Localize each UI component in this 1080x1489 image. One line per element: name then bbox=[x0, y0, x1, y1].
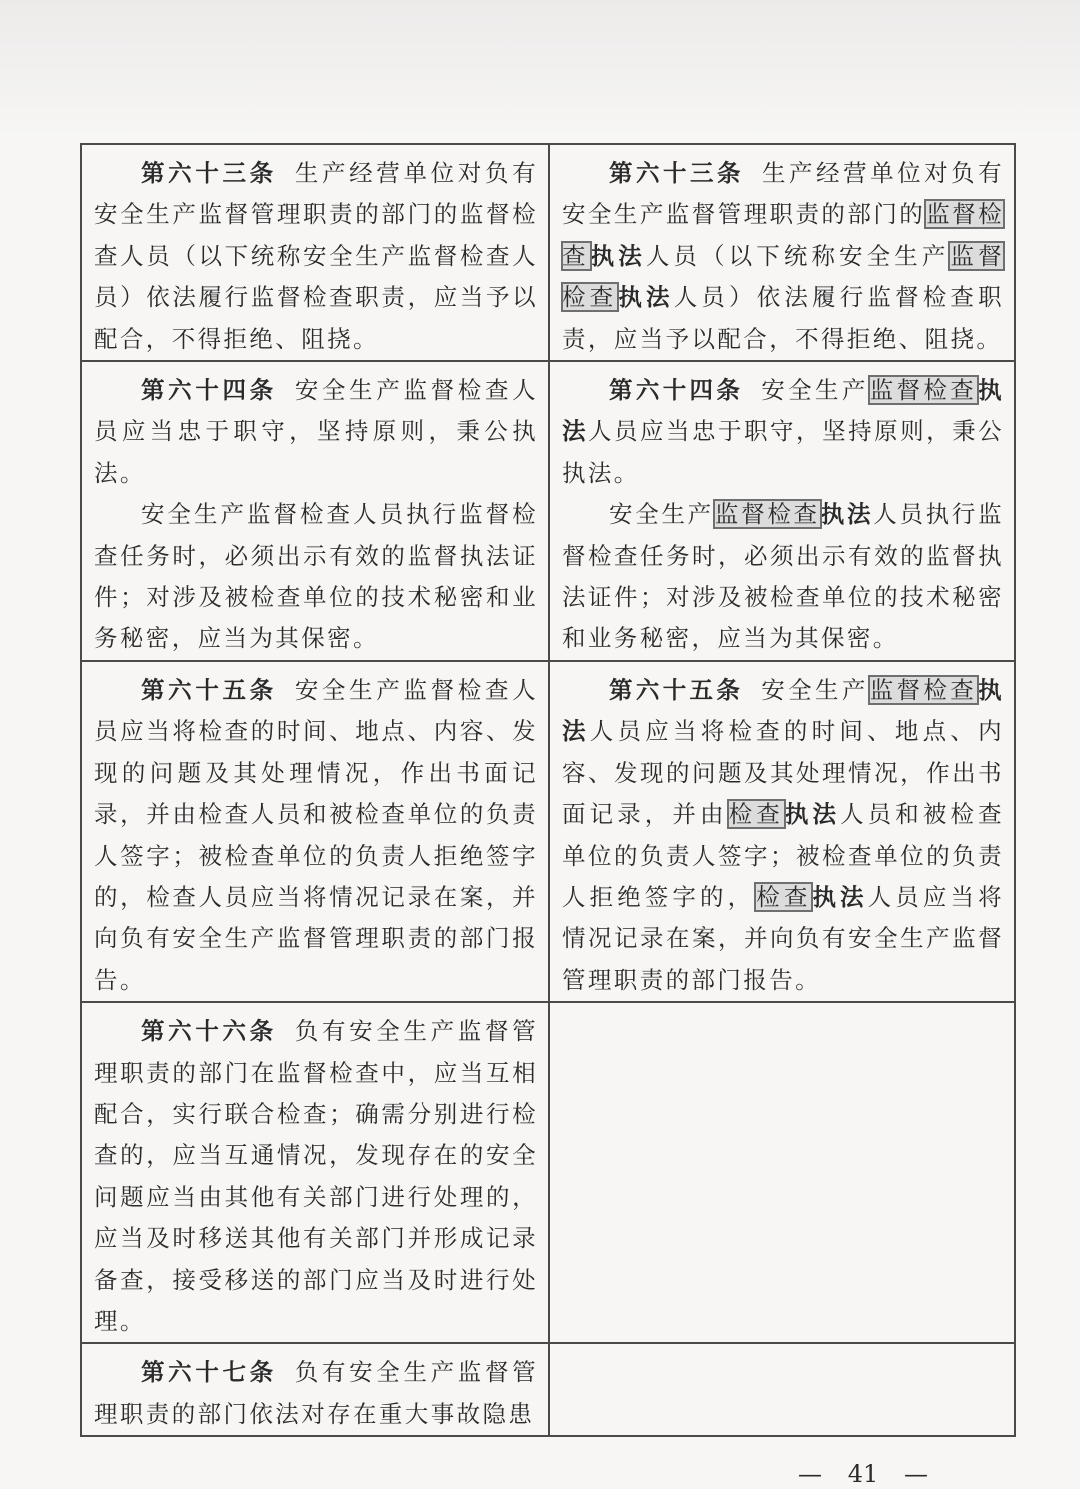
article-text: 人员应当忠于职守，坚持原则，秉公执法。 bbox=[562, 417, 1004, 487]
footer-dash: — bbox=[903, 1460, 928, 1488]
paragraph bbox=[562, 370, 1004, 494]
paragraph bbox=[94, 1011, 538, 1342]
article-text: 安全生产监督检查人员应当将检查的时间、地点、内容、发现的问题及其处理情况，作出书面记录，并由检查人员和被检查单位的负责人签字；被检查单位的负责人拒绝签字的，检查人员应当将情况记录在案，并向负有安全生产监督管理职责的部门报告。 bbox=[94, 675, 538, 994]
highlighted-deletion: 监督检查 bbox=[714, 500, 820, 529]
paragraph bbox=[562, 153, 1004, 360]
paragraph bbox=[94, 670, 538, 1001]
table-row bbox=[81, 144, 1015, 361]
table-row bbox=[81, 361, 1015, 661]
paragraph bbox=[94, 370, 538, 494]
paragraph bbox=[94, 1352, 538, 1435]
article-text: 负有安全生产监督管理职责的部门依法对存在重大事故隐患 bbox=[94, 1358, 538, 1428]
paragraph bbox=[94, 494, 538, 660]
article-text: 人员应当将情况记录在案，并向负有安全生产监督管理职责的部门报告。 bbox=[562, 882, 1004, 994]
old-text-cell bbox=[81, 1002, 549, 1343]
bold-insertion: 执法 bbox=[562, 376, 1005, 446]
table-row bbox=[81, 1343, 1015, 1436]
bold-insertion: 执法 bbox=[618, 283, 674, 312]
highlighted-deletion: 监督检查 bbox=[869, 376, 978, 405]
article-number: 第六十七条 bbox=[141, 1358, 277, 1387]
bold-insertion: 执法 bbox=[812, 882, 868, 911]
article-number: 第六十六条 bbox=[141, 1017, 277, 1046]
paragraph bbox=[562, 494, 1004, 660]
article-number: 第六十三条 bbox=[141, 159, 277, 187]
highlighted-deletion: 监督检查 bbox=[869, 675, 978, 704]
article-text: 人员和被检查单位的负责人签字；被检查单位的负责人拒绝签字的， bbox=[562, 800, 1004, 911]
footer-dash: — bbox=[798, 1460, 822, 1488]
old-text-cell bbox=[81, 661, 549, 1002]
new-text-cell bbox=[549, 1343, 1015, 1436]
comparison-table bbox=[80, 143, 1016, 1437]
article-text: 人员（以下统称安全生产 bbox=[645, 241, 950, 270]
paragraph bbox=[562, 670, 1004, 1001]
bold-insertion: 执法 bbox=[820, 500, 874, 529]
article-number: 第六十五条 bbox=[141, 675, 277, 704]
article-text: 安全生产监督检查人员执行监督检查任务时，必须出示有效的监督执法证件；对涉及被检查单位的技术秘密和业务秘密，应当为其保密。 bbox=[94, 500, 538, 653]
article-text: 生产经营单位对负有安全生产监督管理职责的部门的监督检查人员（以下统称安全生产监督检查人员）依法履行监督检查职责，应当予以配合，不得拒绝、阻挠。 bbox=[94, 159, 538, 353]
article-text: 人员）依法履行监督检查职责，应当予以配合，不得拒绝、阻挠。 bbox=[562, 283, 1004, 353]
highlighted-deletion: 检查 bbox=[756, 882, 812, 911]
article-text: 人员执行监督检查任务时，必须出示有效的监督执法证件；对涉及被检查单位的技术秘密和业务秘密，应当为其保密。 bbox=[562, 500, 1005, 653]
page-number: 41 bbox=[847, 1460, 879, 1488]
article-text: 安全生产监督检查人员应当忠于职守，坚持原则，秉公执法。 bbox=[94, 376, 538, 487]
article-text: 负有安全生产监督管理职责的部门在监督检查中，应当互相配合，实行联合检查；确需分别进行检查的，应当互通情况，发现存在的安全问题应当由其他有关部门进行处理的，应当及时移送其他有关部门并形成记录备查，接受移送的部门应当及时进行处理。 bbox=[94, 1017, 538, 1335]
article-text: 人员应当将检查的时间、地点、内容、发现的问题及其处理情况，作出书面记录，并由 bbox=[562, 717, 1005, 829]
article-text: 生产经营单位对负有安全生产监督管理职责的部门的 bbox=[562, 159, 1005, 229]
new-text-cell bbox=[549, 361, 1015, 661]
new-text-cell bbox=[549, 661, 1015, 1002]
table-row bbox=[81, 1002, 1015, 1343]
article-text: 安全生产 bbox=[609, 500, 714, 529]
new-text-cell bbox=[549, 1002, 1015, 1343]
article-number: 第六十四条 bbox=[141, 376, 277, 405]
article-number: 第六十三条 bbox=[609, 159, 745, 187]
article-text: 安全生产 bbox=[761, 675, 869, 704]
table-row bbox=[81, 661, 1015, 1002]
paragraph bbox=[94, 153, 538, 360]
bold-insertion: 执法 bbox=[562, 675, 1005, 746]
old-text-cell bbox=[81, 144, 549, 361]
old-text-cell bbox=[81, 361, 549, 661]
new-text-cell bbox=[549, 144, 1015, 361]
highlighted-deletion: 检查 bbox=[728, 800, 784, 829]
bold-insertion: 执法 bbox=[590, 241, 646, 270]
highlighted-deletion: 监督检查 bbox=[562, 241, 1004, 312]
page-top-shade bbox=[0, 0, 1080, 140]
article-text: 安全生产 bbox=[761, 376, 869, 405]
article-number: 第六十四条 bbox=[609, 376, 744, 405]
bold-insertion: 执法 bbox=[784, 800, 841, 829]
highlighted-deletion: 监督检查 bbox=[562, 200, 1004, 270]
old-text-cell bbox=[81, 1343, 549, 1436]
article-number: 第六十五条 bbox=[609, 675, 744, 704]
